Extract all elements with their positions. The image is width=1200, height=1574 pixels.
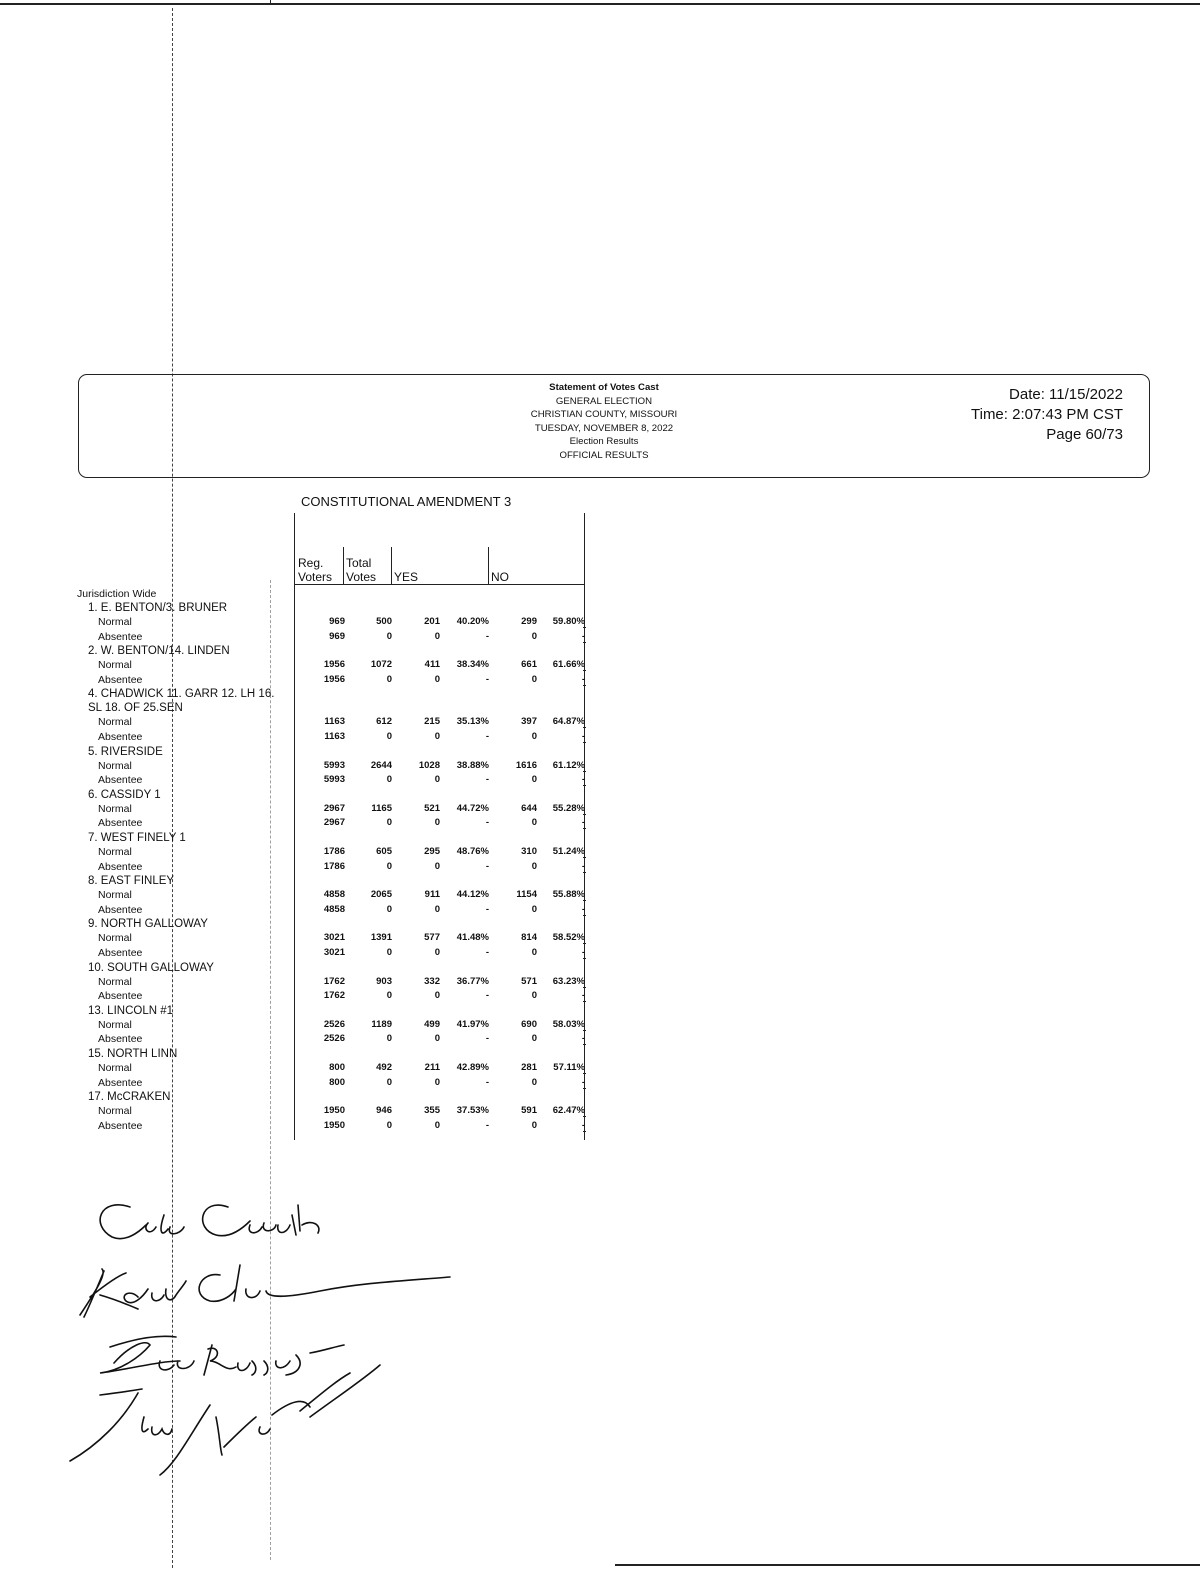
reg-voters-cell: 800 [329,1062,345,1073]
report-time: Time: 2:07:43 PM CST [971,406,1123,423]
row-tick [583,1131,586,1132]
row-tick [583,785,586,786]
col-header-reg-voters: Reg. Voters [298,556,333,584]
total-votes-cell: 500 [376,616,392,627]
table-row [0,975,600,989]
yes-percent-cell: - [485,1033,489,1045]
precinct-name-row [0,745,600,759]
precinct-name: 7. WEST FINELY 1 [88,832,186,844]
total-votes-cell: 605 [376,846,392,857]
vote-type: Normal [98,802,132,815]
vote-type: Normal [98,1062,132,1074]
table-row [0,931,600,945]
yes-percent-cell: - [485,673,489,685]
row-tick [583,828,586,829]
no-percent-cell: 55.28% [552,802,585,814]
yes-votes-cell: 0 [434,673,440,685]
yes-percent-cell: - [485,774,489,786]
row-tick [583,987,586,988]
total-votes-cell: 946 [376,1105,392,1117]
header-line: CHRISTIAN COUNTY, MISSOURI [530,409,678,421]
total-votes-cell: 0 [386,673,392,685]
row-tick [583,814,586,815]
no-votes-cell: 281 [521,1062,537,1073]
vote-type: Absentee [98,1033,143,1046]
table-row [0,1119,600,1133]
yes-percent-cell: - [485,630,489,642]
table-row [0,816,600,830]
vote-type: Normal [98,932,132,945]
no-votes-cell: 0 [531,1076,537,1088]
reg-voters-cell: 1762 [323,975,345,987]
precinct-name-row [0,788,600,802]
row-tick [583,958,586,959]
reg-voters-cell: 2967 [323,817,345,829]
yes-votes-cell: 0 [434,860,440,872]
vote-type: Absentee [98,947,143,959]
row-tick [583,742,586,743]
reg-voters-cell: 2526 [323,1018,345,1030]
table-row [0,1018,600,1032]
signatures-block [60,1185,480,1505]
vote-type: Absentee [98,817,143,830]
precinct-name-row [0,687,600,701]
header-line: Election Results [569,436,639,448]
jurisdiction-label: Jurisdiction Wide [77,588,157,600]
report-page-number: Page 60/73 [1046,426,1123,443]
precinct-name-row [0,874,600,888]
total-votes-cell: 903 [376,975,392,987]
yes-percent-cell: - [485,860,489,872]
table-row [0,715,600,729]
table-row [0,989,600,1003]
yes-votes-cell: 499 [424,1018,440,1030]
total-votes-cell: 1391 [370,932,392,944]
no-percent-cell: - [581,1033,585,1045]
yes-votes-cell: 201 [424,616,440,627]
yes-percent-cell: 44.12% [456,889,489,901]
precinct-name: 8. EAST FINLEY [88,875,175,888]
precinct-name: 1. E. BENTON/3. BRUNER [88,602,228,614]
header-line: TUESDAY, NOVEMBER 8, 2022 [534,422,674,434]
yes-votes-cell: 0 [434,774,440,786]
table-row [0,773,600,787]
no-votes-cell: 591 [521,1105,537,1117]
row-tick [583,1116,586,1117]
report-header [78,374,1150,478]
reg-voters-cell: 2526 [323,1033,345,1045]
row-tick [583,900,586,901]
row-tick [583,1088,586,1089]
reg-voters-cell: 5993 [323,774,345,786]
vote-type: Absentee [98,860,143,873]
yes-votes-cell: 295 [424,846,440,857]
vote-type: Normal [98,759,132,772]
reg-voters-cell: 1786 [323,860,345,872]
header-line: Statement of Votes Cast [549,382,659,393]
signature-4 [70,1365,380,1475]
vote-type: Normal [98,1018,132,1031]
no-percent-cell: 59.80% [552,616,585,627]
no-percent-cell: - [581,947,585,958]
table-row [0,946,600,960]
reg-voters-cell: 3021 [323,947,345,958]
yes-percent-cell: 38.88% [456,759,489,771]
table-row [0,615,600,629]
report-header-meta [971,385,1123,445]
vote-type: Normal [98,1105,132,1118]
reg-voters-cell: 1163 [324,731,345,742]
no-percent-cell: - [581,630,585,642]
yes-percent-cell: 44.72% [456,802,489,814]
no-percent-cell: 61.12% [552,759,585,771]
vote-type: Normal [98,975,132,988]
yes-percent-cell: - [485,1076,489,1088]
no-votes-cell: 571 [521,975,537,987]
row-tick [583,727,586,728]
row-tick [583,685,586,686]
no-percent-cell: 55.88% [552,889,585,901]
precinct-name-row [0,1047,600,1061]
row-tick [583,943,586,944]
total-votes-cell: 612 [376,716,392,728]
no-percent-cell: - [581,817,585,829]
row-tick [583,1073,586,1074]
no-votes-cell: 0 [531,673,537,685]
yes-votes-cell: 0 [434,1119,440,1131]
row-tick [583,857,586,858]
no-votes-cell: 661 [521,659,537,671]
reg-voters-cell: 5993 [323,759,345,771]
yes-votes-cell: 355 [424,1105,440,1117]
table-row [0,630,600,644]
yes-votes-cell: 0 [434,903,440,915]
reg-voters-cell: 1950 [323,1119,345,1131]
vote-type: Normal [98,616,132,628]
precinct-name-row [0,1004,600,1018]
reg-voters-cell: 969 [329,630,345,642]
yes-votes-cell: 0 [434,1033,440,1045]
yes-votes-cell: 521 [424,802,440,814]
vote-type: Absentee [98,1076,143,1089]
precinct-name: 10. SOUTH GALLOWAY [88,961,214,974]
reg-voters-cell: 3021 [323,932,345,944]
no-votes-cell: 0 [531,630,537,642]
no-percent-cell: 64.87% [552,716,585,728]
reg-voters-cell: 1163 [324,716,345,728]
row-tick [583,771,586,772]
yes-percent-cell: - [485,990,489,1002]
table-row [0,1104,600,1118]
scan-bottom-edge [615,1564,1200,1566]
precinct-name-row [0,917,600,931]
col-header-no: NO [491,570,509,584]
total-votes-cell: 492 [376,1062,392,1073]
report-header-title-block [519,381,689,463]
table-row [0,1061,600,1075]
total-votes-cell: 0 [386,903,392,915]
table-row [0,730,600,744]
signature-2 [80,1265,450,1317]
scan-top-tick [270,0,271,5]
yes-percent-cell: - [485,947,489,958]
precinct-name: 5. RIVERSIDE [88,745,163,758]
table-row [0,1032,600,1046]
no-votes-cell: 0 [531,990,537,1002]
precinct-name: 15. NORTH LINN [88,1048,178,1060]
yes-percent-cell: 37.53% [456,1105,489,1117]
table-row [0,888,600,902]
yes-percent-cell: 41.97% [456,1018,489,1030]
row-tick [583,642,586,643]
signature-1 [100,1205,319,1239]
no-percent-cell: 57.11% [553,1062,585,1073]
vote-type: Normal [98,659,132,672]
no-percent-cell: 63.23% [552,975,585,987]
handwritten-signatures [60,1185,480,1505]
reg-voters-cell: 2967 [323,802,345,814]
total-votes-cell: 1189 [371,1018,392,1030]
total-votes-cell: 0 [386,1076,392,1088]
scan-top-edge [0,3,1200,5]
no-percent-cell: - [581,990,585,1002]
table-row [0,759,600,773]
row-tick [583,1030,586,1031]
no-percent-cell: 51.24% [552,846,585,857]
report-date: Date: 11/15/2022 [1009,386,1123,403]
row-tick [583,670,586,671]
table-row [0,658,600,672]
reg-voters-cell: 1956 [323,673,345,685]
vote-type: Normal [98,846,132,858]
no-percent-cell: - [581,1119,585,1131]
total-votes-cell: 0 [386,731,392,742]
total-votes-cell: 2065 [370,889,392,901]
precinct-name-row [0,961,600,975]
vote-type: Absentee [98,990,143,1003]
reg-voters-cell: 1762 [323,990,345,1002]
no-votes-cell: 1616 [515,759,537,771]
total-votes-cell: 1165 [371,802,392,814]
yes-percent-cell: 36.77% [456,975,489,987]
reg-voters-cell: 4858 [323,889,345,901]
no-percent-cell: 62.47% [552,1105,585,1117]
yes-percent-cell: 41.48% [456,932,489,944]
no-percent-cell: - [581,903,585,915]
yes-percent-cell: - [485,903,489,915]
contest-title: CONSTITUTIONAL AMENDMENT 3 [301,494,512,509]
table-row [0,673,600,687]
table-row [0,903,600,917]
row-tick [583,872,586,873]
total-votes-cell: 0 [386,817,392,829]
yes-percent-cell: 40.20% [456,616,489,627]
no-votes-cell: 644 [521,802,537,814]
reg-voters-cell: 969 [329,616,345,627]
no-votes-cell: 1154 [516,889,537,901]
yes-votes-cell: 911 [424,889,440,901]
total-votes-cell: 0 [386,630,392,642]
yes-votes-cell: 0 [434,1076,440,1088]
no-votes-cell: 0 [531,731,537,742]
precinct-name: 6. CASSIDY 1 [88,788,161,801]
precinct-name-row [0,601,600,615]
reg-voters-cell: 1956 [323,659,345,671]
no-votes-cell: 690 [521,1018,537,1030]
precinct-name-row [0,701,600,715]
precinct-name: 4. CHADWICK 11. GARR 12. LH 16. [88,688,275,701]
col-header-total-votes: Total Votes [346,556,377,584]
no-votes-cell: 0 [531,860,537,872]
reg-voters-cell: 1950 [323,1105,345,1117]
no-percent-cell: - [581,673,585,685]
row-tick [583,1001,586,1002]
total-votes-cell: 0 [386,774,392,786]
precinct-name: 17. McCRAKEN [88,1091,171,1104]
no-votes-cell: 310 [521,846,537,857]
precinct-name-row [0,1090,600,1104]
precinct-name-row [0,644,600,658]
precinct-name: SL 18. OF 25.SEN [88,702,183,715]
precinct-name: 9. NORTH GALLOWAY [88,918,208,931]
reg-voters-cell: 800 [329,1076,345,1088]
precinct-name: 13. LINCOLN #1 [88,1004,174,1017]
vote-type: Absentee [98,903,143,916]
yes-votes-cell: 332 [424,975,440,987]
no-votes-cell: 0 [531,903,537,915]
yes-votes-cell: 215 [424,716,440,728]
precinct-name-row [0,831,600,845]
table-row [0,802,600,816]
yes-votes-cell: 0 [434,990,440,1002]
col-divider [488,547,489,585]
no-votes-cell: 299 [521,616,537,627]
vote-type: Absentee [98,1119,143,1132]
table-row [0,1076,600,1090]
vote-type: Normal [98,716,132,729]
yes-votes-cell: 0 [434,947,440,958]
yes-votes-cell: 211 [424,1062,440,1073]
yes-percent-cell: 38.34% [456,659,489,671]
yes-votes-cell: 411 [424,659,440,671]
row-tick [583,627,586,628]
row-tick [583,915,586,916]
yes-percent-cell: 42.89% [456,1062,489,1073]
signature-3 [100,1336,344,1375]
yes-percent-cell: 35.13% [456,716,489,728]
yes-percent-cell: - [485,731,489,742]
no-votes-cell: 0 [531,1119,537,1131]
yes-votes-cell: 1028 [418,759,440,771]
no-votes-cell: 0 [531,774,537,786]
yes-percent-cell: - [485,1119,489,1131]
vote-type: Absentee [98,774,143,787]
no-votes-cell: 0 [531,1033,537,1045]
no-percent-cell: - [581,860,585,872]
vote-type: Normal [98,889,132,902]
no-percent-cell: - [581,1076,585,1088]
precinct-name: 2. W. BENTON/14. LINDEN [88,645,230,658]
table-row [0,860,600,874]
table-row [0,845,600,859]
yes-percent-cell: 48.76% [456,846,489,857]
total-votes-cell: 0 [386,947,392,958]
no-votes-cell: 0 [531,947,537,958]
header-line: GENERAL ELECTION [555,395,653,407]
reg-voters-cell: 1786 [323,846,345,857]
total-votes-cell: 0 [386,990,392,1002]
vote-type: Absentee [98,630,143,643]
vote-type: Absentee [98,731,143,743]
yes-votes-cell: 577 [424,932,440,944]
reg-voters-cell: 4858 [323,903,345,915]
total-votes-cell: 0 [386,860,392,872]
yes-percent-cell: - [485,817,489,829]
total-votes-cell: 0 [386,1119,392,1131]
col-divider [391,547,392,585]
no-percent-cell: - [581,731,585,742]
no-votes-cell: 0 [531,817,537,829]
col-header-yes: YES [394,570,419,584]
yes-votes-cell: 0 [434,731,440,742]
total-votes-cell: 1072 [370,659,392,671]
no-percent-cell: 61.66% [552,659,585,671]
table-header-rule [294,584,585,585]
no-percent-cell: 58.03% [552,1018,585,1030]
vote-type: Absentee [98,673,143,686]
total-votes-cell: 0 [386,1033,392,1045]
yes-votes-cell: 0 [434,630,440,642]
row-tick [583,1044,586,1045]
col-divider [343,547,344,585]
header-line: OFFICIAL RESULTS [559,449,649,461]
no-percent-cell: 58.52% [552,932,585,944]
total-votes-cell: 2644 [370,759,392,771]
no-votes-cell: 814 [521,932,537,944]
no-votes-cell: 397 [521,716,537,728]
yes-votes-cell: 0 [434,817,440,829]
no-percent-cell: - [581,774,585,786]
